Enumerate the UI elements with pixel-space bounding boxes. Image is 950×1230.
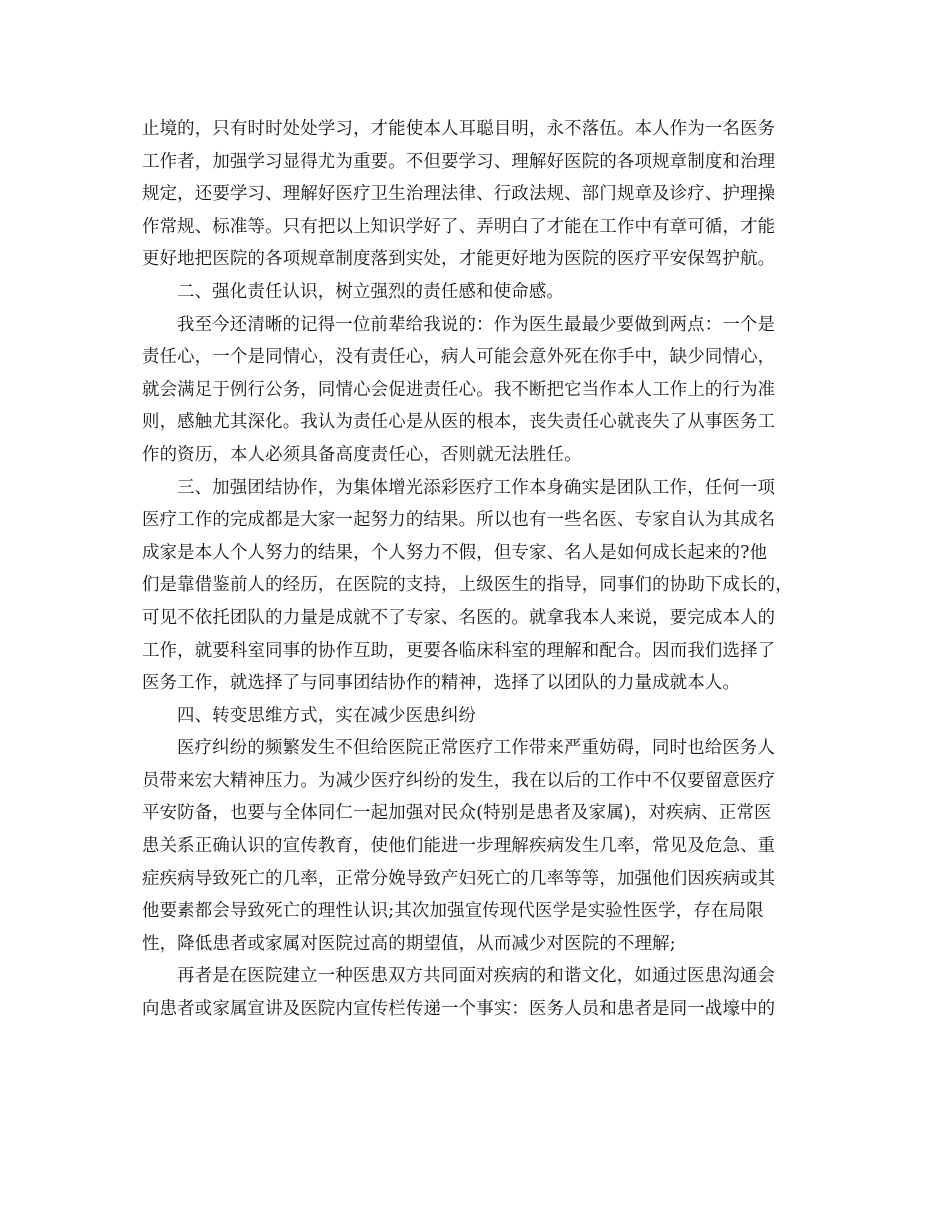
text-line-26: 性，降低患者或家属对医院过高的期望值，从而减少对医院的不理解;: [142, 933, 676, 954]
text-line-10: 则，感触尤其深化。我认为责任心是从医的根本，丧失责任心就丧失了从事医务工: [142, 412, 776, 433]
text-line-21: 员带来宏大精神压力。为减少医疗纠纷的发生，我在以后的工作中不仅要留意医疗: [142, 770, 776, 791]
text-line-7: 我至今还清晰的记得一位前辈给我说的：作为医生最最少要做到两点：一个是: [177, 314, 776, 335]
text-line-25: 他要素都会导致死亡的理性认识;其次加强宣传现代医学是实验性医学，存在局限: [142, 901, 764, 922]
section-heading-2: 二、强化责任认识，树立强烈的责任感和使命感。: [177, 281, 564, 302]
text-line-11: 作的资历，本人必须具备高度责任心，否则就无法胜任。: [142, 444, 582, 465]
text-line-4: 作常规、标准等。只有把以上知识学好了、弄明白了才能在工作中有章可循，才能: [142, 216, 776, 237]
text-line-18: 医务工作，就选择了与同事团结协作的精神，选择了以团队的力量成就本人。: [142, 673, 741, 694]
text-line-23: 患关系正确认识的宣传教育，使他们能进一步理解疾病发生几率，常见及危急、重: [142, 836, 776, 857]
text-line-5: 更好地把医院的各项规章制度落到实处，才能更好地为医院的医疗平安保驾护航。: [142, 249, 776, 270]
document-body: [142, 113, 810, 1026]
text-line-16: 可见不依托团队的力量是成就不了专家、名医的。就拿我本人来说，要完成本人的: [142, 607, 776, 628]
text-line-15: 们是靠借鉴前人的经历，在医院的支持，上级医生的指导，同事们的协助下成长的，: [142, 575, 793, 596]
text-line-22: 平安防备，也要与全体同仁一起加强对民众(特别是患者及家属)，对疾病、正常医: [142, 803, 772, 824]
section-heading-4: 四、转变思维方式，实在减少医患纠纷: [177, 705, 477, 726]
text-line-17: 工作，就要科室同事的协作互助，更要各临床科室的理解和配合。因而我们选择了: [142, 640, 776, 661]
text-line-27: 再者是在医院建立一种医患双方共同面对疾病的和谐文化，如通过医患沟通会: [177, 966, 776, 987]
text-line-1: 止境的，只有时时处处学习，才能使本人耳聪目明，永不落伍。本人作为一名医务: [142, 119, 776, 139]
section-heading-3: 三、加强团结协作，为集体增光添彩医疗工作本身确实是团队工作，任何一项: [177, 477, 776, 498]
text-line-20: 医疗纠纷的频繁发生不但给医院正常医疗工作带来严重妨碍，同时也给医务人: [177, 738, 776, 759]
text-line-28: 向患者或家属宣讲及医院内宣传栏传递一个事实：医务人员和患者是同一战壕中的: [142, 999, 776, 1020]
text-line-24: 症疾病导致死亡的几率，正常分娩导致产妇死亡的几率等等，加强他们因疾病或其: [142, 868, 776, 889]
text-line-2: 工作者，加强学习显得尤为重要。不但要学习、理解好医院的各项规章制度和治理: [142, 151, 776, 172]
text-line-13: 医疗工作的完成都是大家一起努力的结果。所以也有一些名医、专家自认为其成名: [142, 510, 776, 531]
text-line-14: 成家是本人个人努力的结果，个人努力不假，但专家、名人是如何成长起来的?他: [142, 542, 768, 563]
text-line-3: 规定，还要学习、理解好医疗卫生治理法律、行政法规、部门规章及诊疗、护理操: [142, 184, 776, 205]
text-line-8: 责任心，一个是同情心，没有责任心，病人可能会意外死在你手中，缺少同情心，: [142, 347, 776, 368]
text-line-9: 就会满足于例行公务，同情心会促进责任心。我不断把它当作本人工作上的行为准: [142, 379, 776, 400]
